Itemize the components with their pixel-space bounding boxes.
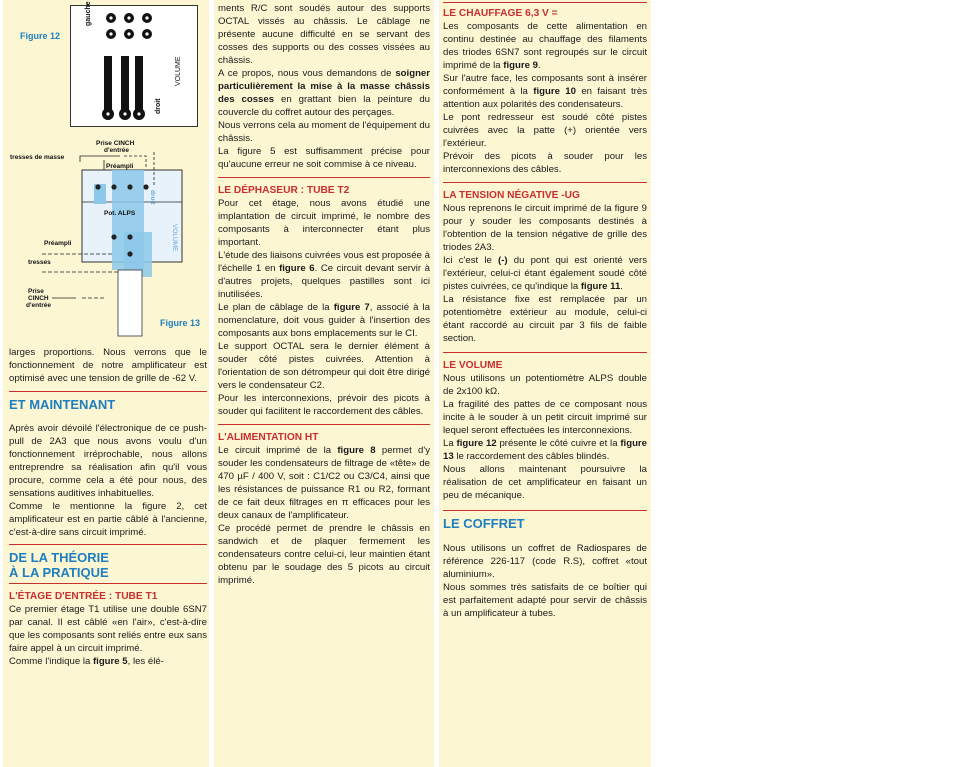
label-pot-alps: Pot. ALPS [104,210,136,217]
paragraph [443,72,647,111]
heading-volume: LE VOLUME [443,360,503,371]
text-run: en faisant très attention aux polarités des condensateurs. [443,86,647,110]
label-prise-cinch-top: Prise CINCH [96,140,135,147]
text-run: Les composants de cette alimentation en continu destinée au chauffage des filaments des triodes 6SN7 sont regroupés sur le circuit imprimé de la [443,21,647,71]
section-rule [443,182,647,183]
text-run: . [537,60,541,71]
paragraph: Nous reprenons le circuit imprimé de la figure 9 pour y souder les composants destinés à l'obtention de la tension négative de grille des triodes 2A3. [443,203,647,253]
text-run: Comme l'indique la [9,656,93,667]
emphasis: soigner particulièrement la mise à la masse châssis des cosses [218,68,430,105]
text-run: le raccordement des câbles blindés. [453,451,610,462]
column-2-text [218,2,430,587]
label-tresses-de-masse: tresses de masse [10,154,65,161]
emphasis: (-) [498,255,508,266]
paragraph: Nous utilisons un potentiomètre ALPS double de 2x100 kΩ. [443,373,647,397]
pcb-volume-board [70,1,198,127]
paragraph: Prévoir des picots à souder pour les interconnexions des câbles. [443,151,647,175]
text-run: A ce propos, nous vous demandons de [218,68,396,79]
paragraph: La figure 5 est suffisamment précise pour qu'aucune erreur ne soit commise à ce niveau. [218,146,430,170]
paragraph: larges proportions. Nous verrons que le fonctionnement de notre amplificateur est optimisé avec une tension de grille de -62 V. [9,347,207,384]
paragraph: Pour les interconnexions, prévoir des picots à souder qui facilitent le raccordement des câbles. [218,393,430,417]
text-run: Le circuit imprimé de la [218,445,338,456]
text-run: présente le côté cuivre et la [496,438,621,449]
section-rule [218,177,430,178]
text-run: . [620,281,623,292]
text-run: , les élé- [127,656,164,667]
figure-12-label: Figure 12 [20,31,61,41]
figure-13 [6,132,206,337]
label-volume: VOLUME [175,56,182,86]
label-droit-rotated: droit [149,190,156,205]
paragraph: Le pont redresseur est soudé côté pistes cuivrées avec la patte (+) orientée vers l'extérieur. [443,112,647,149]
paragraph [218,249,430,301]
paragraph: La fragilité des pattes de ce composant nous incite à le souder à un petit circuit imprimé sur lequel seront effectuées les interconnexions. [443,399,647,436]
column-3 [439,0,651,767]
column-1-text [9,346,207,668]
label-cinch: CINCH [28,295,49,302]
section-rule [218,424,430,425]
paragraph [443,254,647,293]
text-run: . Ce circuit devant servir à d'autres projets, quelques pastilles sont ici inutilisées. [218,263,430,300]
heading-coffret: LE COFFRET [443,516,525,531]
paragraph [9,655,207,668]
text-run: en grattant bien la peinture du couvercle du coffret autour des perçages. [218,94,430,118]
heading-theorie-line2: À LA PRATIQUE [9,565,109,580]
text-run: La [443,438,457,449]
paragraph [218,444,430,522]
figure-ref: figure 7 [333,302,370,313]
text-run: L'étude des liaisons cuivrées vous est proposée à l'échelle 1 en [218,250,430,274]
paragraph: Après avoir dévoilé l'électronique de ce push-pull de 2A3 que nous avons voulu d'un fonctionnement irréprochable, nous allons entreprendre sa réalisation afin qu'il vous procure, comme cela a été pour nous, des sensations auditives inhabituelles. [9,423,207,499]
heading-tension-negative: LA TENSION NÉGATIVE -UG [443,190,580,201]
section-rule [443,2,647,3]
paragraph [218,67,430,119]
paragraph: Ce procédé permet de prendre le châssis en sandwich et de plaquer fermement les condensateurs contre celui-ci, leur maintien étant obtenu par le soudage des 5 picots au circuit imprimé. [218,523,430,586]
section-rule [443,510,647,511]
paragraph: Comme le mentionne la figure 2, cet amplificateur est en partie câblé à l'ancienne, c'est-à-dire sans circuit imprimé. [9,501,207,538]
text-run: permet d'y souder les condensateurs de filtrage de «tête» de 470 µF / 400 V, soit : C1/C2 ou C3/C4, ainsi que les résistances de puissance R1 ou R2, formant de ce fait deux filtrages en π efficaces pour les deux canaux de l'amplificateur. [218,445,430,521]
label-entree: d'entrée [26,302,52,309]
figure-13-label: Figure 13 [160,318,201,328]
figure-ref: figure 10 [533,86,576,97]
figure-ref: figure 8 [337,445,376,456]
heading-theorie-line1: DE LA THÉORIE [9,550,109,565]
paragraph: Nous sommes très satisfaits de ce boîtier qui est parfaitement adapté pour servir de châssis à un amplificateur à tubes. [443,582,647,619]
figure-ref: figure 6 [279,263,315,274]
figure-ref: figure 9 [503,60,538,71]
paragraph: Ce premier étage T1 utilise une double 6SN7 par canal. Il est câblé «en l'air», c'est-à-dire que les composants sont reliés entre eux sans faire appel à un circuit imprimé. [9,604,207,654]
section-rule [9,544,207,545]
paragraph: Le support OCTAL sera le dernier élément à souder côté pistes cuivrées. Attention à l'orientation de son détrompeur qui doit être dirigé vers le condensateur C2. [218,341,430,391]
paragraph: ments R/C sont soudés autour des supports OCTAL vissés au châssis. Le câblage ne présente aucune difficulté en se servant des cosses des supports ou des cosses vissées au châssis. [218,3,430,66]
figure-ref: figure 12 [456,438,497,449]
paragraph [218,301,430,340]
paragraph: La résistance fixe est remplacée par un potentiomètre extérieur au module, celui-ci étant raccordé au circuit par 3 fils de faible section. [443,294,647,344]
section-rule [443,352,647,353]
text-run: , associé à la nomenclature, doit vous guider à l'insertion des composants aux bons emplacements sur le CI. [218,302,431,339]
text-run: Ici c'est le [443,255,498,266]
paragraph [443,20,647,72]
heading-et-maintenant: ET MAINTENANT [9,397,116,412]
paragraph: Nous verrons cela au moment de l'équipement du châssis. [218,120,430,144]
column-1 [3,0,209,767]
label-entree-top: d'entrée [104,147,130,154]
paragraph [443,437,647,463]
column-3-text [443,0,647,620]
label-prise: Prise [28,288,44,295]
label-volume-rotated: VOLUME [171,224,178,252]
section-rule [9,583,207,584]
heading-chauffage: LE CHAUFFAGE 6,3 V = [443,8,558,19]
text-run: Sur l'autre face, les composants sont à insérer conformément à la [443,73,647,97]
heading-etage-entree: L'ÉTAGE D'ENTRÉE : TUBE T1 [9,591,158,602]
heading-alimentation: L'ALIMENTATION HT [218,432,319,443]
section-rule [9,391,207,392]
paragraph: Pour cet étage, nous avons étudié une implantation de circuit imprimé, le nombre des composants à interconnecter étant plus important. [218,198,430,248]
text-run: Le plan de câblage de la [218,302,334,313]
paragraph: Nous utilisons un coffret de Radiospares de référence 226-117 (code R.S), coffret «tout aluminium». [443,543,647,580]
label-preampli-left: Préampli [44,240,72,247]
text-run: du pont qui est orienté vers l'extérieur, celui-ci étant également soudé côté pistes cuivrées, ce qu'indique la [443,255,647,292]
label-preampli-top: Préampli [106,163,134,170]
paragraph: Nous allons maintenant poursuivre la réalisation de cet amplificateur en faisant un peu de mécanique. [443,464,647,501]
label-droit: droit [155,98,162,114]
heading-dephaseur: LE DÉPHASEUR : TUBE T2 [218,185,350,196]
figure-ref: figure 5 [92,656,128,667]
figure-ref: figure 13 [443,438,647,462]
column-2 [214,0,434,767]
figure-ref: figure 11 [580,281,621,292]
label-tresses: tresses [28,259,51,266]
figure-12 [6,3,206,128]
label-gauche: gauche [85,1,92,26]
